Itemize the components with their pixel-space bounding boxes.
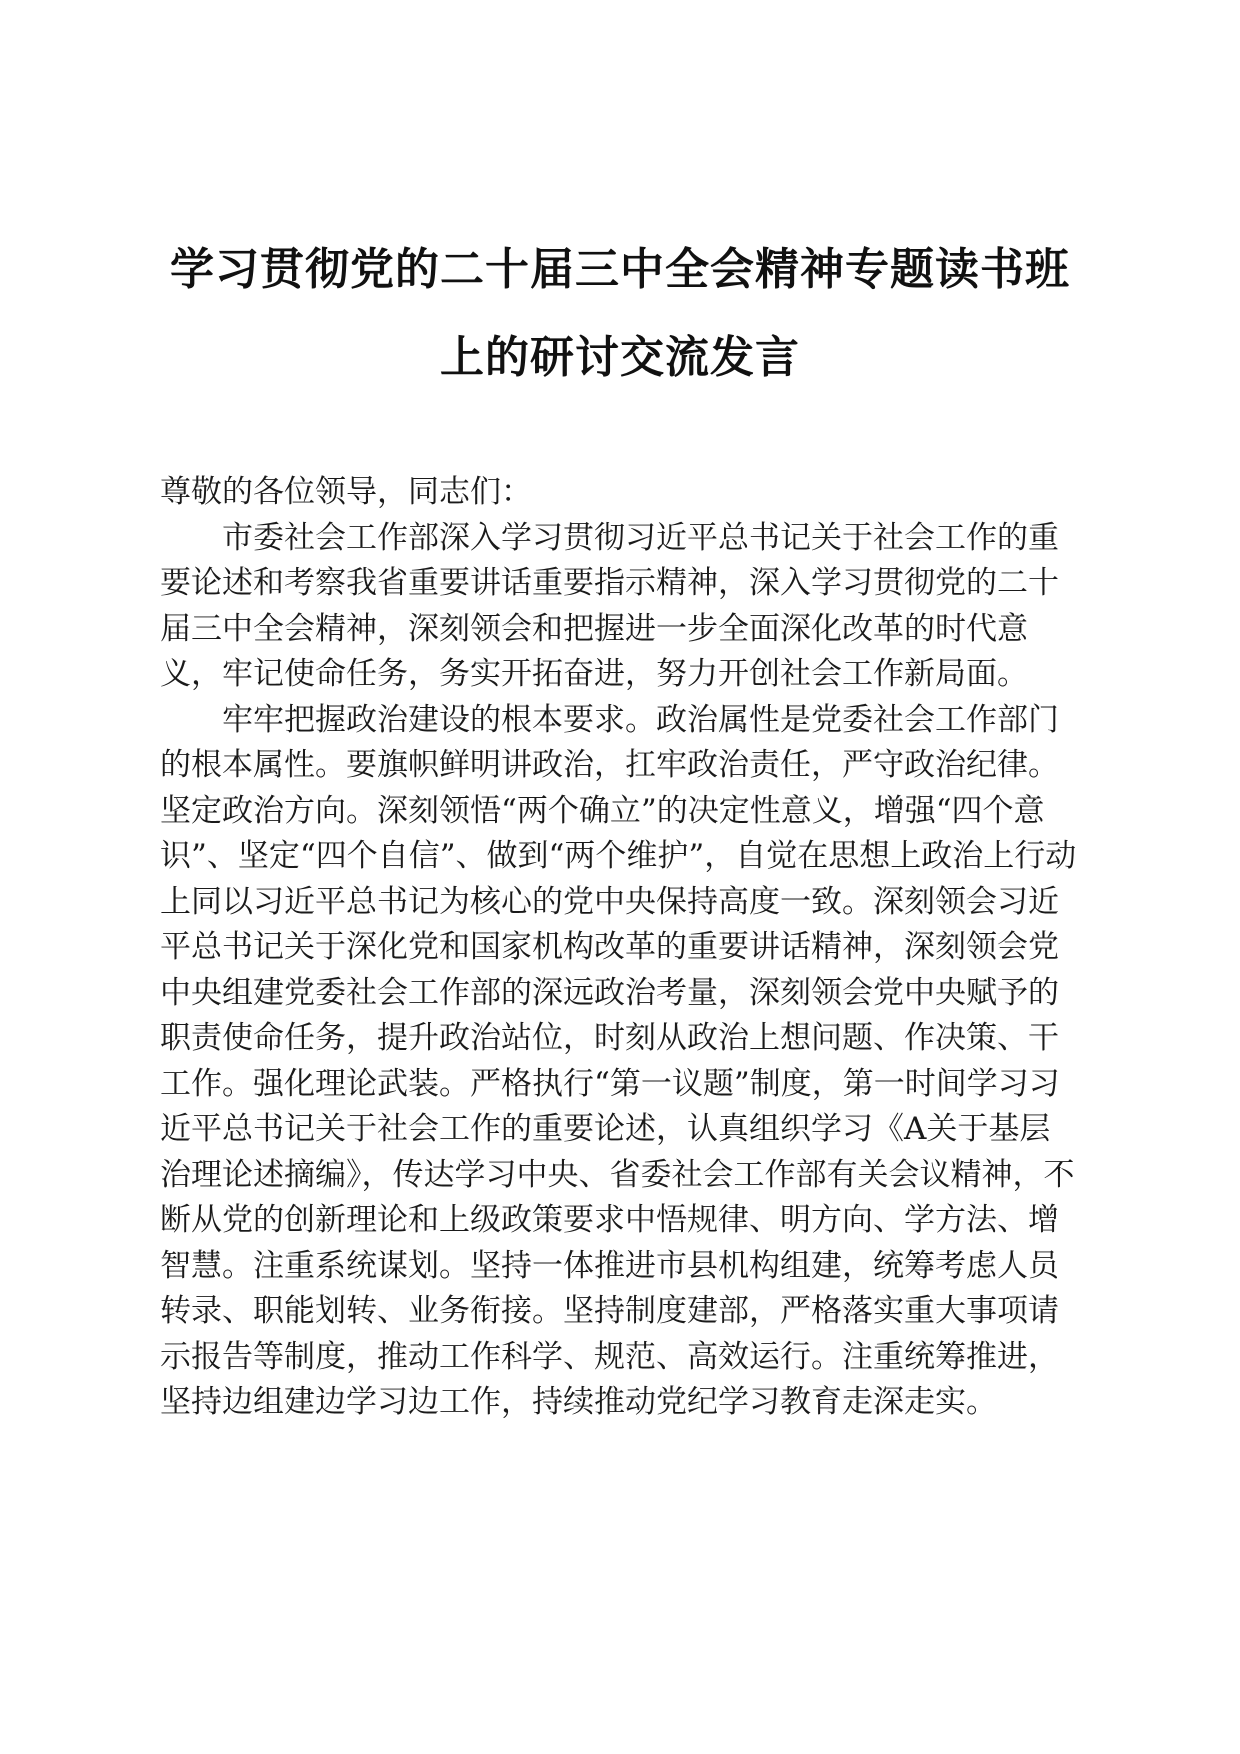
paragraph-intro: 市委社会工作部深入学习贯彻习近平总书记关于社会工作的重要论述和考察我省重要讲话重要指示精神，深入学习贯彻党的二十届三中全会精神，深刻领会和把握进一步全面深化改革的时代意义，牢记使命任务，务实开拓奋进，努力开创社会工作新局面。	[160, 519, 1059, 692]
title-line-1: 学习贯彻党的二十届三中全会精神专题读书班	[170, 244, 1070, 295]
salutation: 尊敬的各位领导，同志们：	[160, 474, 532, 510]
paragraph-political-construction: 牢牢把握政治建设的根本要求。政治属性是党委社会工作部门的根本属性。要旗帜鲜明讲政治，扛牢政治责任，严守政治纪律。坚定政治方向。深刻领悟“两个确立”的决定性意义，增强“四个意识”、坚定“四个自信”、做到“两个维护”，自觉在思想上政治上行动上同以习近平总书记为核心的党中央保持高度一致。深刻领会习近平总书记关于深化党和国家机构改革的重要讲话精神，深刻领会党中央组建党委社会工作部的深远政治考量，深刻领会党中央赋予的职责使命任务，提升政治站位，时刻从政治上想问题、作决策、干工作。强化理论武装。严格执行“第一议题”制度，第一时间学习习近平总书记关于社会工作的重要论述，认真组织学习《A关于基层治理论述摘编》，传达学习中央、省委社会工作部有关会议精神，不断从党的创新理论和上级政策要求中悟规律、明方向、学方法、增智慧。注重系统谋划。坚持一体推进市县机构组建，统筹考虑人员转录、职能划转、业务衔接。坚持制度建部，严格落实重大事项请示报告等制度，推动工作科学、规范、高效运行。注重统筹推进，坚持边组建边学习边工作，持续推动党纪学习教育走深走实。	[160, 701, 1077, 1420]
title-line-2: 上的研讨交流发言	[440, 332, 800, 383]
document-body	[160, 470, 1080, 1426]
document-title	[150, 226, 1090, 402]
